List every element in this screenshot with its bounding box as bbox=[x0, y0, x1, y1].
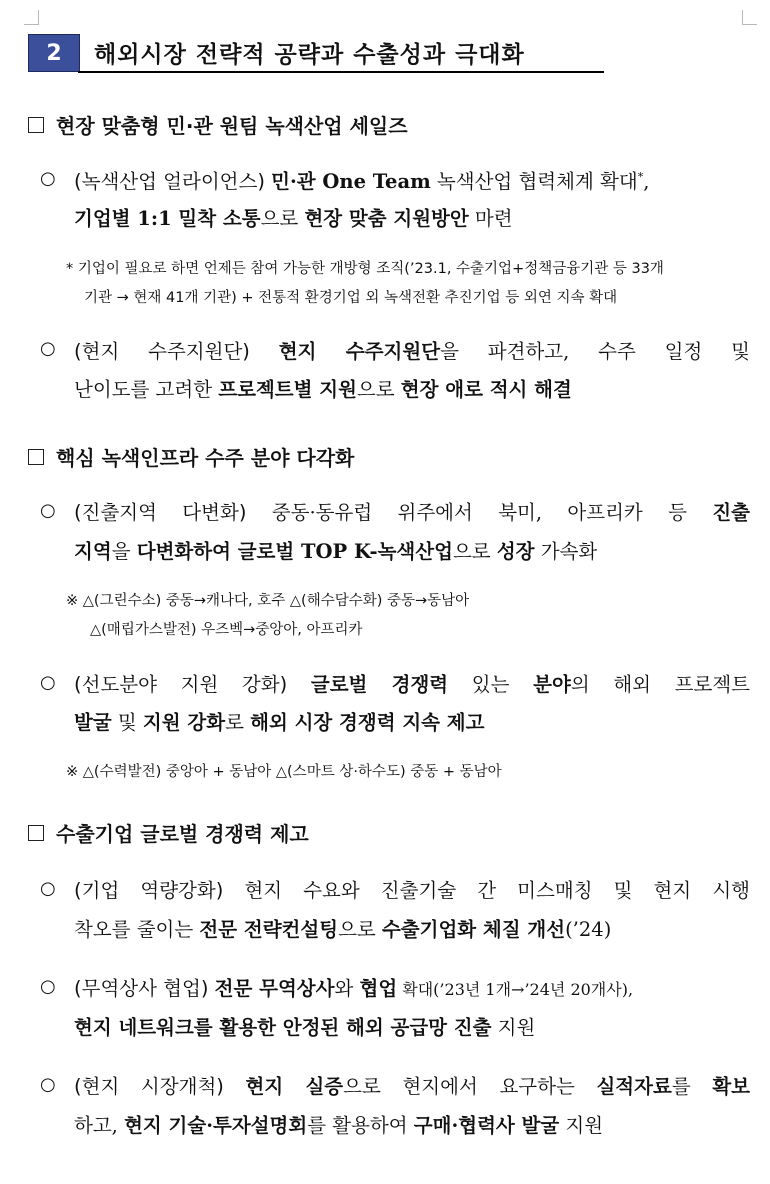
item-line: (기업 역량강화) 현지 수요와 진출기술 간 미스매칭 및 현지 시행 bbox=[74, 879, 751, 902]
item-line: 착오를 줄이는 전문 전략컨설팅으로 수출기업화 체질 개선(’24) bbox=[74, 918, 612, 941]
checkbox-square-icon bbox=[28, 449, 44, 465]
footnote-line: 기관 → 현재 41개 기관) + 전통적 환경기업 외 녹색전환 추진기업 등 외연 지속 확대 bbox=[84, 290, 618, 306]
footnote-line: * 기업이 필요로 하면 언제든 참여 가능한 개방형 조직(’23.1, 수출기업+정책금융기관 등 33개 bbox=[66, 261, 664, 277]
bullet-circle-icon: ○ bbox=[40, 168, 56, 189]
item-line: 지역을 다변화하여 글로벌 TOP K-녹색산업으로 성장 가속화 bbox=[74, 540, 598, 563]
item-line: (녹색산업 얼라이언스) 민·관 One Team 녹색산업 협력체계 확대*, bbox=[74, 170, 650, 193]
page-corner-mark-right bbox=[742, 10, 757, 25]
item-line: (무역상사 협업) 전문 무역상사와 협업 확대(’23년 1개→’24년 20개사), bbox=[74, 977, 634, 1000]
section-title-underline bbox=[78, 71, 604, 73]
bullet-circle-icon: ○ bbox=[40, 338, 56, 359]
page-corner-mark-left bbox=[24, 10, 39, 25]
section-header bbox=[28, 34, 604, 74]
group-heading bbox=[28, 110, 408, 139]
item-line: 기업별 1:1 밀착 소통으로 현장 맞춤 지원방안 마련 bbox=[74, 207, 513, 230]
group-heading-text: 수출기업 글로벌 경쟁력 제고 bbox=[56, 822, 309, 846]
item-line: (선도분야 지원 강화) 글로벌 경쟁력 있는 분야의 해외 프로젝트 bbox=[74, 673, 750, 696]
group-heading bbox=[28, 818, 309, 847]
group-heading-text: 현장 맞춤형 민·관 원팀 녹색산업 세일즈 bbox=[56, 114, 408, 138]
item-line: 발굴 및 지원 강화로 해외 시장 경쟁력 지속 제고 bbox=[74, 711, 485, 734]
bullet-circle-icon: ○ bbox=[40, 1074, 56, 1095]
bullet-circle-icon: ○ bbox=[40, 672, 56, 693]
group-heading bbox=[28, 442, 354, 471]
item-line: (현지 수주지원단) 현지 수주지원단을 파견하고, 수주 일정 및 bbox=[74, 340, 750, 363]
bullet-circle-icon: ○ bbox=[40, 976, 56, 997]
item-line: 하고, 현지 기술·투자설명회를 활용하여 구매·협력사 발굴 지원 bbox=[74, 1114, 604, 1137]
checkbox-square-icon bbox=[28, 825, 44, 841]
reference-note-line: ※ △(수력발전) 중앙아 + 동남아 △(스마트 상·하수도) 중동 + 동남아 bbox=[66, 764, 502, 780]
reference-note-line: △(매립가스발전) 우즈벡→중앙아, 아프리카 bbox=[90, 622, 363, 638]
group-heading-text: 핵심 녹색인프라 수주 분야 다각화 bbox=[56, 446, 355, 470]
section-title: 해외시장 전략적 공략과 수출성과 극대화 bbox=[94, 42, 525, 68]
bullet-circle-icon: ○ bbox=[40, 500, 56, 521]
reference-note-line: ※ △(그린수소) 중동→캐나다, 호주 △(해수담수화) 중동→동남아 bbox=[66, 593, 470, 609]
item-line: (진출지역 다변화) 중동·동유럽 위주에서 북미, 아프리카 등 진출 bbox=[74, 501, 750, 524]
bullet-circle-icon: ○ bbox=[40, 878, 56, 899]
checkbox-square-icon bbox=[28, 117, 44, 133]
item-line: (현지 시장개척) 현지 실증으로 현지에서 요구하는 실적자료를 확보 bbox=[74, 1075, 751, 1098]
item-line: 현지 네트워크를 활용한 안정된 해외 공급망 진출 지원 bbox=[74, 1016, 536, 1039]
section-number-badge: 2 bbox=[28, 34, 80, 72]
item-line: 난이도를 고려한 프로젝트별 지원으로 현장 애로 적시 해결 bbox=[74, 378, 572, 401]
